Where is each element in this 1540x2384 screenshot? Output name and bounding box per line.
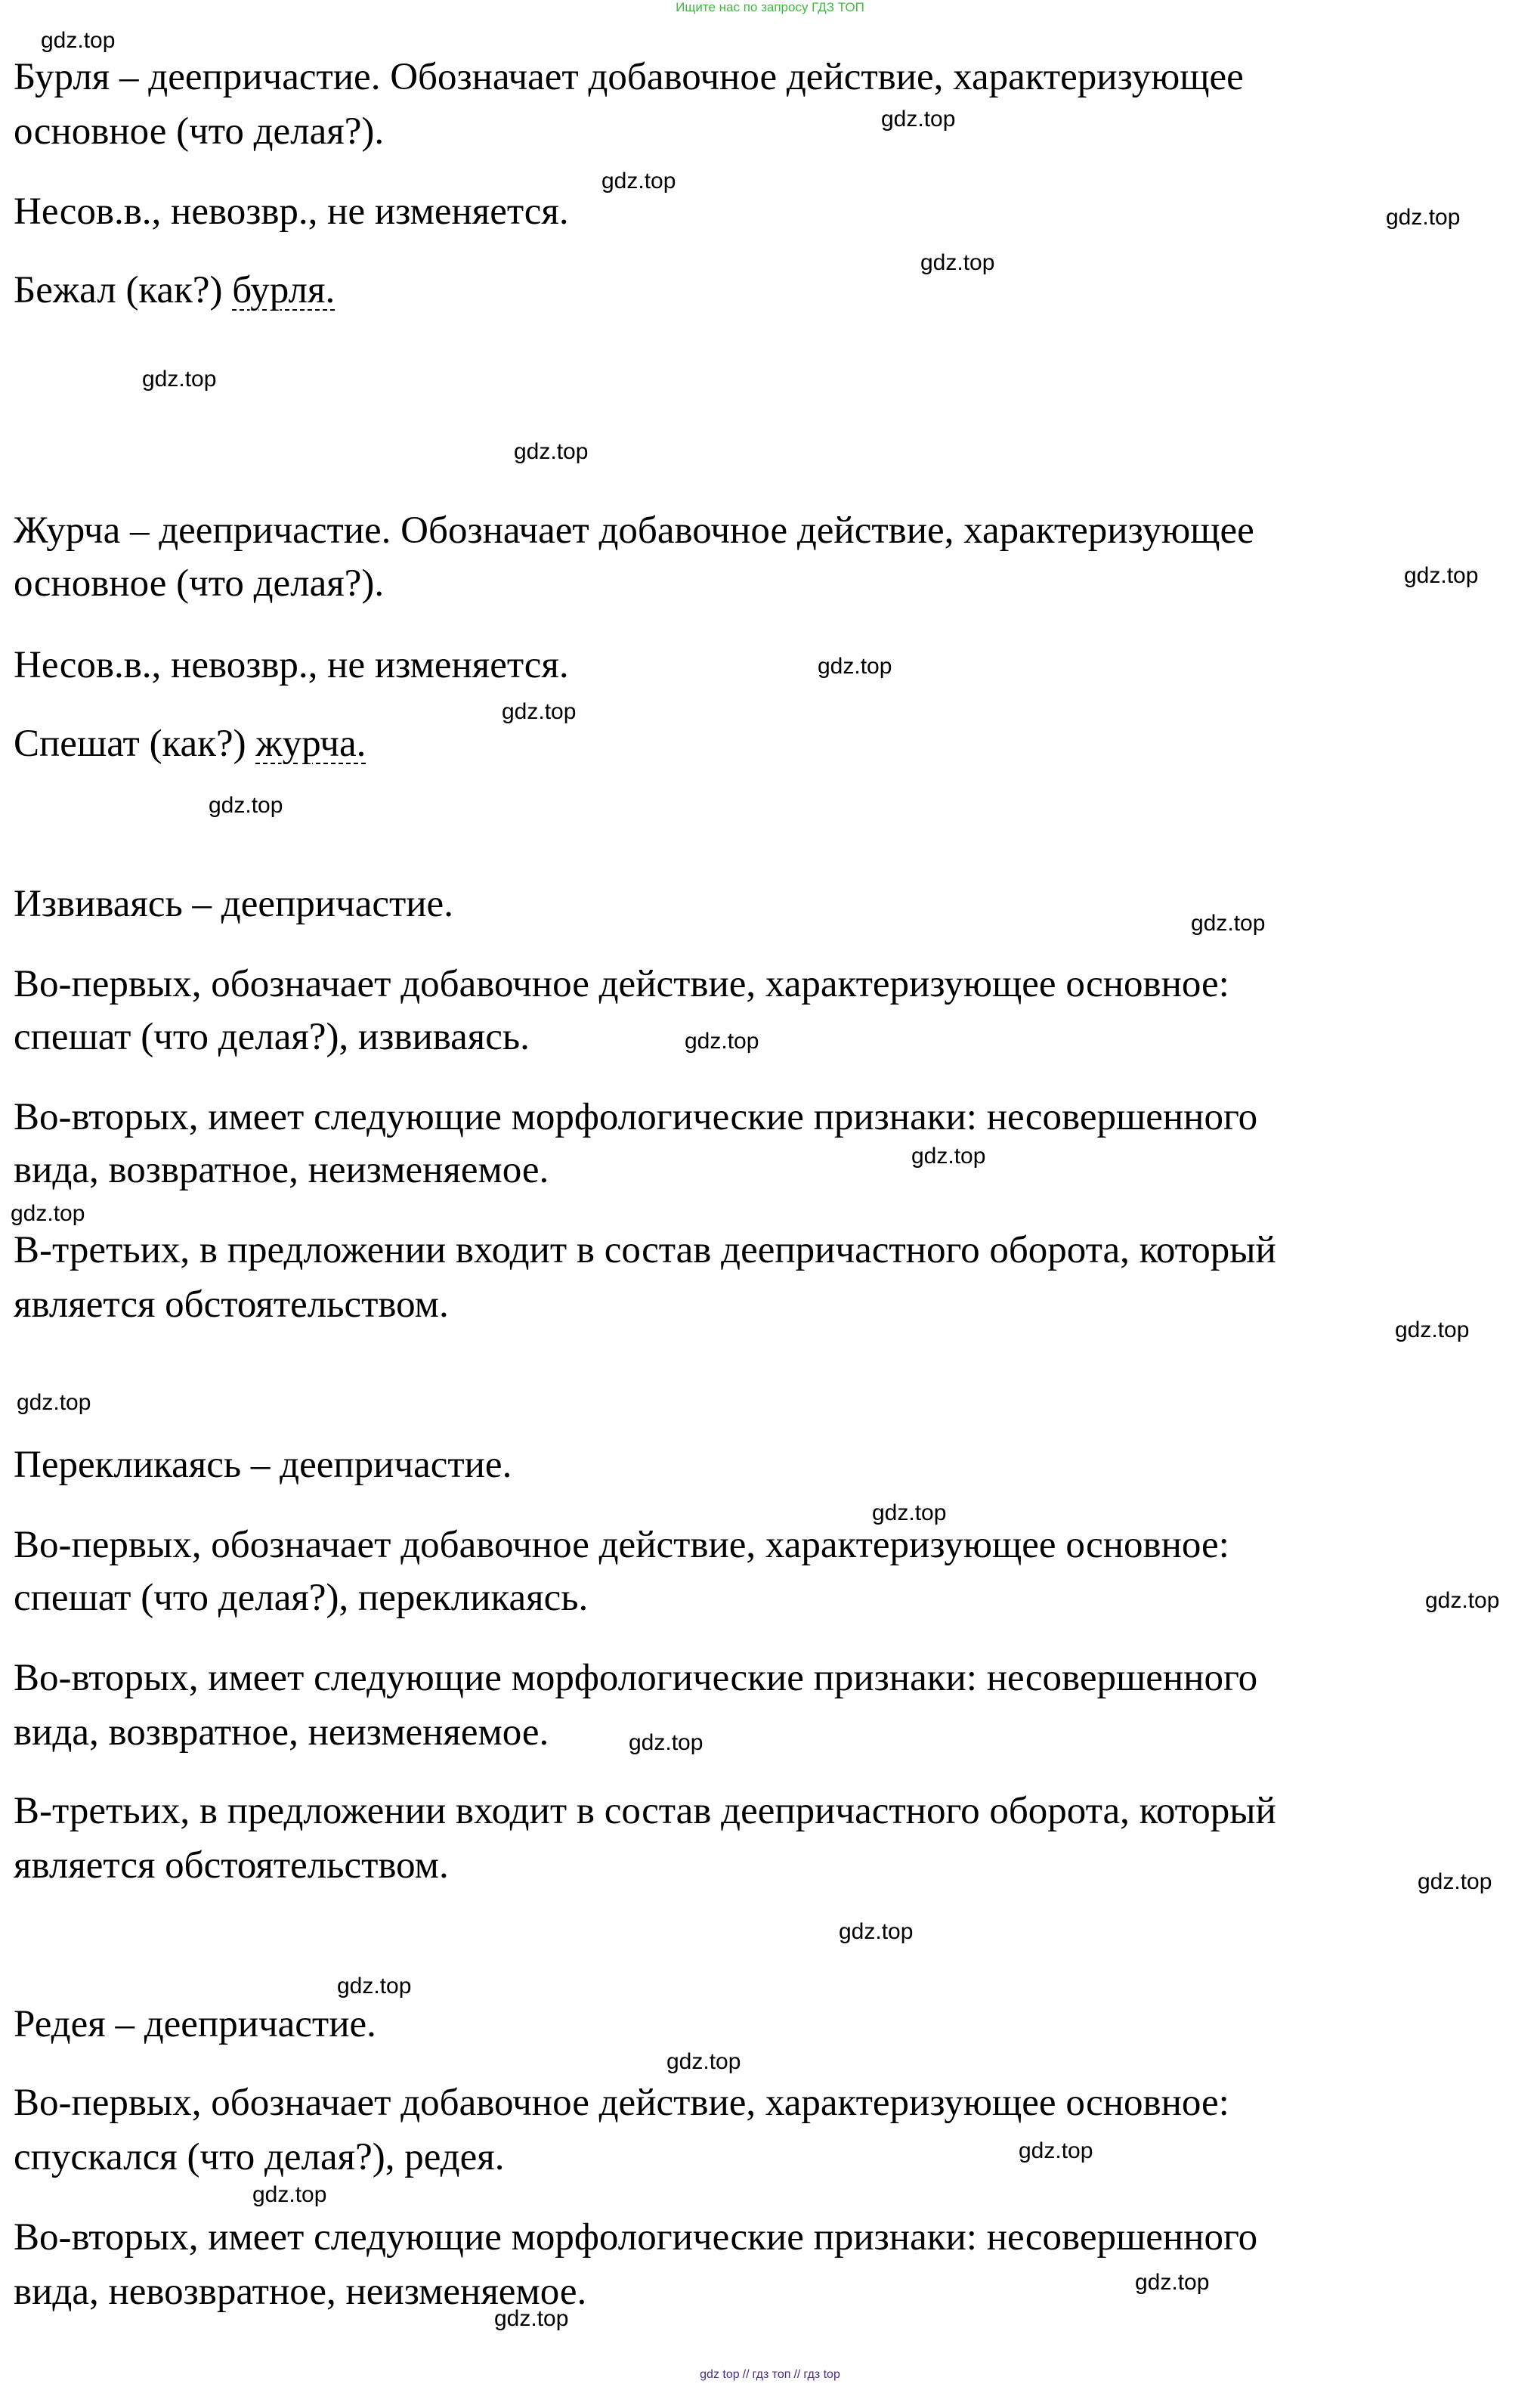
block-1-example-word: бурля. [232,269,336,311]
watermark: gdz.top [911,1144,986,1169]
block-3-title: Извиваясь – деепричастие. [14,883,453,925]
block-1-example [14,268,335,313]
watermark: gdz.top [685,1029,759,1054]
watermark: gdz.top [337,1974,412,1999]
block-4-p3-line-1: В-третьих, в предложении входит в состав деепричастного оборота, который [14,1790,1276,1832]
block-5-p2-line-2: вида, невозвратное, неизменяемое. [14,2271,587,2313]
watermark: gdz.top [1019,2138,1093,2163]
block-4-p2-line-2: вида, возвратное, неизменяемое. [14,1711,549,1754]
watermark: gdz.top [494,2306,569,2331]
watermark: gdz.top [41,28,116,53]
block-1-morph: Несов.в., невозвр., не изменяется. [14,190,569,233]
top-banner: Ищите нас по запросу ГДЗ ТОП [676,0,864,14]
watermark: gdz.top [11,1201,85,1226]
watermark: gdz.top [252,2182,327,2207]
watermark: gdz.top [872,1500,947,1525]
watermark: gdz.top [818,654,892,679]
block-1-line-2: основное (что делая?). [14,110,385,153]
block-2-line-1: Журча – деепричастие. Обозначает добавочное действие, характеризующее [14,509,1254,552]
block-2-line-2: основное (что делая?). [14,562,385,605]
block-4-p1-line-1: Во-первых, обозначает добавочное действие, характеризующее основное: [14,1524,1229,1566]
watermark: gdz.top [666,2049,741,2074]
block-4-p2-line-1: Во-вторых, имеет следующие морфологические признаки: несовершенного [14,1657,1258,1699]
watermark: gdz.top [17,1390,91,1415]
block-3-p1-line-1: Во-первых, обозначает добавочное действие, характеризующее основное: [14,963,1229,1005]
watermark: gdz.top [1425,1588,1500,1613]
footer-link-gdz-top[interactable]: gdz top [700,2368,740,2381]
block-4-title: Перекликаясь – деепричастие. [14,1444,512,1486]
watermark: gdz.top [142,367,217,392]
watermark: gdz.top [209,793,283,818]
watermark: gdz.top [1395,1317,1470,1342]
watermark: gdz.top [1135,2270,1210,2295]
footer-separator: // [742,2368,750,2381]
watermark: gdz.top [1418,1869,1492,1894]
watermark: gdz.top [502,699,577,724]
block-4-p3-line-2: является обстоятельством. [14,1844,449,1887]
block-2-example-prefix: Спешат (как?) [14,723,256,765]
watermark: gdz.top [839,1919,914,1944]
block-2-example [14,721,366,766]
block-2-example-word: журча. [255,723,366,765]
block-3-p3-line-1: В-третьих, в предложении входит в состав деепричастного оборота, который [14,1229,1276,1271]
watermark: gdz.top [601,169,676,194]
watermark: gdz.top [1404,563,1479,588]
block-5-p2-line-1: Во-вторых, имеет следующие морфологические признаки: несовершенного [14,2216,1258,2259]
block-3-p2-line-1: Во-вторых, имеет следующие морфологические признаки: несовершенного [14,1096,1258,1138]
footer-links [0,2367,1540,2382]
block-5-p1-line-2: спускался (что делая?), редея. [14,2136,505,2178]
watermark: gdz.top [629,1730,704,1755]
block-3-p2-line-2: вида, возвратное, неизменяемое. [14,1149,549,1191]
watermark: gdz.top [920,250,995,275]
block-2-morph: Несов.в., невозвр., не изменяется. [14,644,569,686]
block-1-example-prefix: Бежал (как?) [14,269,233,311]
footer-link-gdz-top-mixed[interactable]: гдз top [803,2368,840,2381]
block-5-p1-line-1: Во-первых, обозначает добавочное действие, характеризующее основное: [14,2082,1229,2124]
block-4-p1-line-2: спешат (что делая?), перекликаясь. [14,1577,589,1619]
footer-link-gdz-top-ru[interactable]: гдз топ [752,2368,791,2381]
block-5-title: Редея – деепричастие. [14,2003,376,2045]
watermark: gdz.top [881,107,956,132]
watermark: gdz.top [514,439,589,464]
block-1-line-1: Бурля – деепричастие. Обозначает добавочное действие, характеризующее [14,56,1244,98]
watermark: gdz.top [1386,205,1461,230]
watermark: gdz.top [1191,911,1266,936]
block-3-p1-line-2: спешат (что делая?), извиваясь. [14,1016,530,1058]
block-3-p3-line-2: является обстоятельством. [14,1283,449,1326]
footer-separator: // [793,2368,801,2381]
